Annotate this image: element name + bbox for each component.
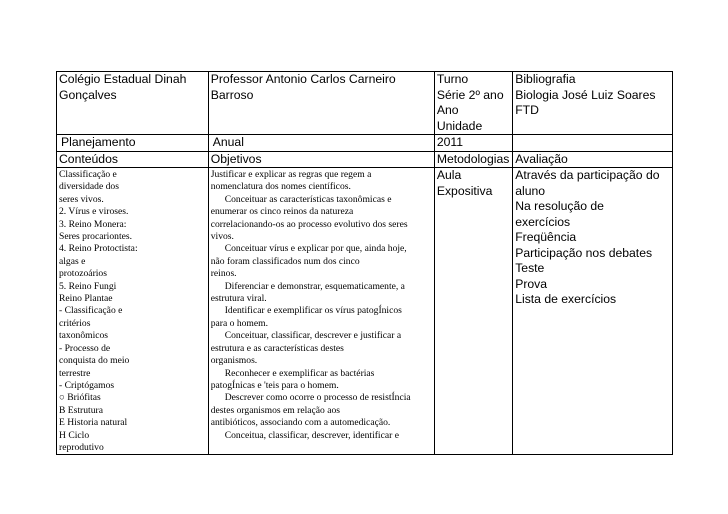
- avaliacao-item: aluno: [515, 183, 546, 198]
- objetivo-item: organismos.: [210, 355, 258, 367]
- turno-cell: [434, 72, 512, 135]
- avaliacao-list: [515, 168, 672, 308]
- conteudo-item: 5. Reino Fungi: [59, 280, 117, 292]
- objetivo-item: Conceitua, classificar, descrever, identificar e: [224, 429, 399, 441]
- conteudo-item: diversidade dos: [59, 181, 119, 193]
- avaliacao-item: Teste: [515, 261, 545, 275]
- conteudo-item: seres vivos.: [59, 193, 104, 205]
- conteudo-item: H Ciclo: [59, 429, 90, 441]
- avaliacao-item: Prova: [515, 276, 548, 291]
- metodologia-item: Expositiva: [436, 183, 493, 198]
- teacher-cell: [208, 72, 434, 135]
- conteudo-item: - Classificação e: [59, 305, 123, 317]
- conteudo-item: - Processo de: [59, 342, 111, 354]
- objetivo-item: Diferenciar e demonstrar, esquematicamente, a: [224, 280, 405, 292]
- objetivos-cell: [208, 168, 434, 455]
- conteudos-header: Conteúdos: [57, 151, 209, 168]
- objetivo-item: enumerar os cinco reinos da natureza: [210, 206, 354, 218]
- objetivo-item: nomenclatura dos nomes científicos.: [210, 181, 351, 193]
- avaliacao-item: Freqüência: [515, 230, 577, 244]
- conteudo-item: Seres procariontes.: [59, 231, 132, 243]
- objetivo-item: estrutura e as características destes: [210, 342, 344, 354]
- avaliacao-item: Através da participação do: [515, 168, 660, 182]
- conteudo-item: critérios: [59, 317, 91, 329]
- conteudo-item: taxonômicos: [59, 330, 109, 342]
- planning-year: 2011: [434, 135, 512, 152]
- turno-line: Unidade: [436, 118, 483, 133]
- turno-line: Turno: [436, 72, 469, 86]
- objetivo-item: Reconhecer e exemplificar as bactérias: [224, 367, 375, 379]
- objetivos-header: Objetivos: [208, 151, 434, 168]
- objetivo-item: para o homem.: [210, 317, 269, 329]
- metodologias-list: [437, 168, 512, 199]
- objetivo-item: patogÍnicas e 'teis para o homem.: [210, 379, 339, 391]
- bibliografia-line: FTD: [515, 103, 539, 117]
- objetivo-item: Conceituar, classificar, descrever e justificar a: [224, 330, 402, 342]
- metodologias-cell: [434, 168, 512, 455]
- conteudo-item: algas e: [59, 255, 86, 267]
- school-line: Gonçalves: [59, 87, 117, 102]
- conteudo-item: reprodutivo: [59, 441, 104, 453]
- objetivo-item: Conceituar vírus e explicar por que, ainda hoje,: [224, 243, 407, 255]
- conteudo-item: E Historia natural: [59, 417, 128, 429]
- conteudo-item: 4. Reino Protoctista:: [59, 243, 138, 255]
- planning-empty: [513, 135, 673, 152]
- avaliacao-header: Avaliação: [513, 151, 673, 168]
- avaliacao-item: exercícios: [515, 214, 571, 229]
- objetivo-item: vivos.: [210, 231, 234, 243]
- conteudo-item: Classificação e: [59, 169, 117, 180]
- bibliografia-cell: [513, 72, 673, 135]
- conteudos-cell: [57, 168, 209, 455]
- objetivo-item: Identificar e exemplificar os vírus patogÍnicos: [224, 305, 402, 317]
- objetivo-item: estrutura viral.: [210, 293, 267, 305]
- objetivo-item: Conceituar as características taxonômicas e: [224, 193, 392, 205]
- conteudo-item: Reino Plantae: [59, 293, 113, 305]
- planning-label: Planejamento: [57, 135, 209, 152]
- objetivos-list: [211, 169, 434, 442]
- conteudos-list: [59, 169, 208, 454]
- objetivo-item: Justificar e explicar as regras que regem a: [210, 169, 372, 180]
- conteudo-item: 2. Vírus e viroses.: [59, 206, 129, 218]
- conteudo-item: terrestre: [59, 367, 91, 379]
- conteudo-item: B Estrutura: [59, 404, 103, 416]
- objetivo-item: reinos.: [210, 268, 237, 280]
- teacher-line: Barroso: [210, 87, 254, 102]
- metodologia-item: Aula: [436, 168, 462, 182]
- conteudo-item: ○ Briófitas: [59, 392, 101, 404]
- conteudo-item: 3. Reino Monera:: [59, 218, 127, 230]
- avaliacao-item: Na resolução de: [515, 199, 604, 213]
- bibliografia-line: Biologia José Luiz Soares: [515, 87, 656, 102]
- turno-line: Ano: [436, 103, 459, 117]
- conteudo-item: protozoários: [59, 268, 107, 280]
- metodologias-header: Metodologias: [434, 151, 512, 168]
- planning-table: [56, 71, 673, 455]
- column-header-row: [57, 151, 673, 168]
- content-row: [57, 168, 673, 455]
- header-row: [57, 72, 673, 135]
- avaliacao-cell: [513, 168, 673, 455]
- school-line: Colégio Estadual Dinah: [59, 72, 187, 86]
- avaliacao-item: Lista de exercícios: [515, 292, 617, 306]
- conteudo-item: - Criptógamos: [59, 379, 115, 391]
- school-cell: [57, 72, 209, 135]
- objetivo-item: Descrever como ocorre o processo de resistÍncia: [224, 392, 411, 404]
- objetivo-item: destes organismos em relação aos: [210, 404, 341, 416]
- planning-period: Anual: [208, 135, 434, 152]
- turno-line: Série 2º ano: [436, 87, 504, 102]
- objetivo-item: não foram classificados num dos cinco: [210, 255, 360, 267]
- bibliografia-line: Bibliografia: [515, 72, 576, 86]
- objetivo-item: antibióticos, associando com a automedicação.: [210, 417, 391, 429]
- avaliacao-item: Participação nos debates: [515, 245, 653, 260]
- conteudo-item: conquista do meio: [59, 355, 130, 367]
- teacher-line: Professor Antonio Carlos Carneiro: [210, 72, 396, 86]
- objetivo-item: correlacionando-os ao processo evolutivo dos seres: [210, 218, 408, 230]
- planning-row: [57, 135, 673, 152]
